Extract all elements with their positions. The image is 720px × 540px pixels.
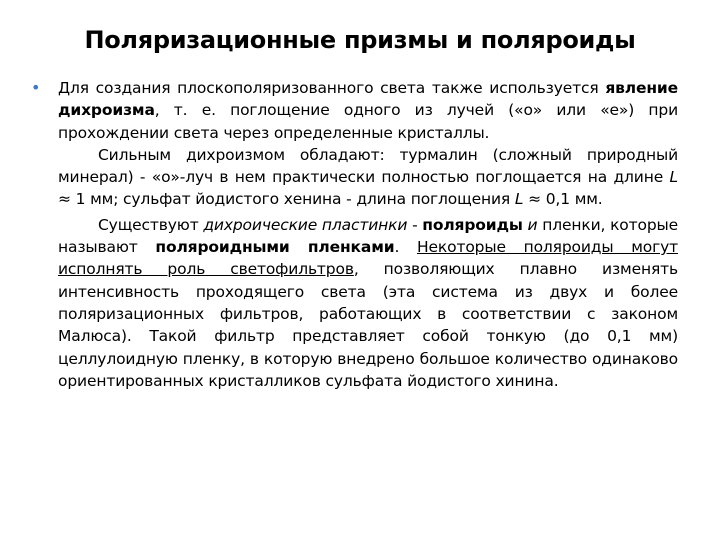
text-segment: , позволяющих плавно изменять интенсивность проходящего света (эта система из двух и более поляризационных фильтров, работающих в соответствии с законом Малюса). Такой фильтр представляет собой тонкую (до 0,1 мм) целлулоидную пленку, в которую внедрено большое количество одинаково ориентированных кристалликов сульфата йодистого хинина. <box>58 260 678 390</box>
term-dichroic-plates: дихроические пластинки <box>203 215 408 234</box>
symbol-length: L <box>669 168 678 187</box>
symbol-length: L <box>514 190 524 209</box>
term-polaroid-films: поляроидными пленками <box>155 238 395 257</box>
text-segment: ≈ 0,1 мм. <box>523 190 603 209</box>
text-segment: Существуют <box>98 215 204 234</box>
text-segment: ≈ 1 мм; сульфат йодистого хенина - длина поглощения <box>58 190 515 209</box>
paragraph-dichroism-intro <box>58 77 678 144</box>
text-segment: . <box>394 238 418 257</box>
text-segment: - <box>407 215 423 234</box>
text-segment: , т. е. поглощение одного из лучей («о» или «е») при прохождении света через определенные кристаллы. <box>58 101 678 142</box>
slide-title: Поляризационные призмы и поляроиды <box>84 26 636 54</box>
text-segment: пленки, которые называют <box>58 215 678 257</box>
bullet-icon: • <box>31 78 41 97</box>
paragraph-polaroids <box>58 214 678 392</box>
term-dichroism: явление дихроизма <box>58 79 678 120</box>
conjunction-italic: и <box>527 215 538 234</box>
paragraph-strong-dichroism <box>58 144 678 211</box>
text-segment: Сильным дихроизмом обладают: турмалин (сложный природный минерал) - «о»-луч в нем практически полностью поглощается на длине <box>58 145 678 187</box>
underlined-statement: Некоторые поляроиды могут исполнять роль светофильтров <box>58 238 678 279</box>
slide-body <box>31 77 678 392</box>
text-segment: Для создания плоскополяризованного света также используется <box>58 79 606 97</box>
term-polaroids: поляроиды <box>422 215 523 234</box>
